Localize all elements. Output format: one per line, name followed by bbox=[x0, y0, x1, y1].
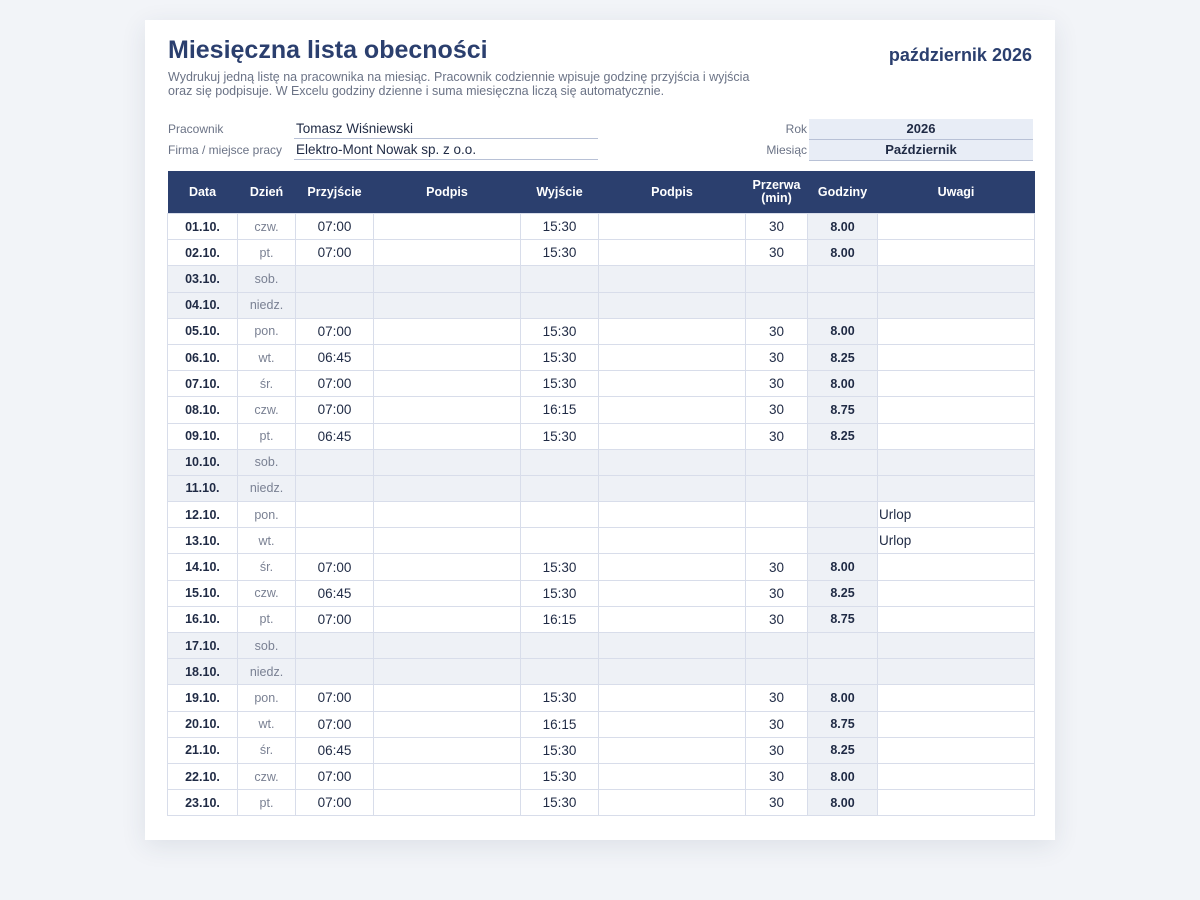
description-line-1: Wydrukuj jedną listę na pracownika na miesiąc. Pracownik codziennie wpisuje godzinę przyjścia i wyjścia bbox=[168, 70, 750, 84]
departure-time-cell[interactable] bbox=[521, 659, 599, 685]
departure-signature-cell[interactable] bbox=[599, 554, 746, 580]
description bbox=[168, 70, 768, 98]
arrival-signature-cell[interactable] bbox=[374, 397, 521, 423]
employee-field[interactable]: Tomasz Wiśniewski bbox=[294, 119, 598, 139]
table-row bbox=[168, 449, 1035, 475]
break-cell[interactable]: 30 bbox=[746, 240, 808, 266]
day-cell: wt. bbox=[238, 711, 296, 737]
arrival-signature-cell[interactable] bbox=[374, 606, 521, 632]
arrival-signature-cell[interactable] bbox=[374, 763, 521, 789]
arrival-signature-cell[interactable] bbox=[374, 214, 521, 240]
departure-signature-cell[interactable] bbox=[599, 737, 746, 763]
year-label: Rok bbox=[785, 122, 807, 136]
break-cell[interactable]: 30 bbox=[746, 371, 808, 397]
day-cell: pt. bbox=[238, 240, 296, 266]
table-row bbox=[168, 711, 1035, 737]
day-cell: śr. bbox=[238, 371, 296, 397]
day-cell: czw. bbox=[238, 763, 296, 789]
day-cell: pon. bbox=[238, 318, 296, 344]
break-cell[interactable]: 30 bbox=[746, 554, 808, 580]
notes-cell[interactable] bbox=[878, 580, 1035, 606]
departure-time-cell[interactable] bbox=[521, 292, 599, 318]
date-cell: 03.10. bbox=[168, 266, 238, 292]
departure-signature-cell[interactable] bbox=[599, 528, 746, 554]
date-cell: 09.10. bbox=[168, 423, 238, 449]
break-cell[interactable]: 30 bbox=[746, 318, 808, 344]
arrival-signature-cell[interactable] bbox=[374, 580, 521, 606]
table-row bbox=[168, 528, 1035, 554]
date-cell: 11.10. bbox=[168, 475, 238, 501]
month-field[interactable]: Październik bbox=[809, 140, 1033, 161]
arrival-time-cell[interactable]: 06:45 bbox=[296, 423, 374, 449]
col-header-notes: Uwagi bbox=[878, 171, 1035, 214]
notes-cell[interactable] bbox=[878, 685, 1035, 711]
date-cell: 01.10. bbox=[168, 214, 238, 240]
hours-cell: 8.75 bbox=[808, 606, 878, 632]
departure-time-cell[interactable]: 15:30 bbox=[521, 790, 599, 816]
date-cell: 21.10. bbox=[168, 737, 238, 763]
col-header-break: Przerwa (min) bbox=[746, 171, 808, 214]
notes-cell[interactable] bbox=[878, 711, 1035, 737]
hours-cell bbox=[808, 633, 878, 659]
departure-signature-cell[interactable] bbox=[599, 659, 746, 685]
departure-time-cell[interactable] bbox=[521, 475, 599, 501]
arrival-signature-cell[interactable] bbox=[374, 737, 521, 763]
date-cell: 06.10. bbox=[168, 344, 238, 370]
arrival-signature-cell[interactable] bbox=[374, 502, 521, 528]
notes-cell[interactable] bbox=[878, 371, 1035, 397]
arrival-time-cell[interactable]: 06:45 bbox=[296, 580, 374, 606]
col-header-signature-in: Podpis bbox=[374, 171, 521, 214]
hours-cell: 8.00 bbox=[808, 763, 878, 789]
arrival-time-cell[interactable]: 07:00 bbox=[296, 606, 374, 632]
attendance-sheet bbox=[145, 20, 1055, 840]
date-cell: 08.10. bbox=[168, 397, 238, 423]
break-cell[interactable]: 30 bbox=[746, 344, 808, 370]
notes-cell[interactable] bbox=[878, 737, 1035, 763]
description-line-2: oraz się podpisuje. W Excelu godziny dzienne i suma miesięczna liczą się automatycznie. bbox=[168, 84, 665, 98]
hours-cell bbox=[808, 475, 878, 501]
date-cell: 15.10. bbox=[168, 580, 238, 606]
day-cell: niedz. bbox=[238, 659, 296, 685]
day-cell: niedz. bbox=[238, 475, 296, 501]
arrival-time-cell[interactable] bbox=[296, 292, 374, 318]
page-title: Miesięczna lista obecności bbox=[168, 36, 488, 64]
day-cell: czw. bbox=[238, 397, 296, 423]
date-cell: 13.10. bbox=[168, 528, 238, 554]
arrival-signature-cell[interactable] bbox=[374, 475, 521, 501]
company-label: Firma / miejsce pracy bbox=[168, 143, 283, 157]
employee-label: Pracownik bbox=[168, 122, 224, 136]
date-cell: 02.10. bbox=[168, 240, 238, 266]
table-row bbox=[168, 580, 1035, 606]
day-cell: pon. bbox=[238, 685, 296, 711]
departure-signature-cell[interactable] bbox=[599, 790, 746, 816]
departure-signature-cell[interactable] bbox=[599, 371, 746, 397]
hours-cell: 8.25 bbox=[808, 344, 878, 370]
departure-time-cell[interactable]: 15:30 bbox=[521, 763, 599, 789]
table-row bbox=[168, 763, 1035, 789]
table-row bbox=[168, 554, 1035, 580]
break-cell[interactable] bbox=[746, 292, 808, 318]
day-cell: pon. bbox=[238, 502, 296, 528]
notes-cell[interactable]: Urlop bbox=[878, 502, 1035, 528]
date-cell: 10.10. bbox=[168, 449, 238, 475]
departure-time-cell[interactable] bbox=[521, 266, 599, 292]
notes-cell[interactable] bbox=[878, 554, 1035, 580]
departure-time-cell[interactable]: 15:30 bbox=[521, 423, 599, 449]
departure-signature-cell[interactable] bbox=[599, 606, 746, 632]
arrival-time-cell[interactable]: 07:00 bbox=[296, 763, 374, 789]
table-header-row bbox=[168, 171, 1035, 214]
break-cell[interactable] bbox=[746, 502, 808, 528]
col-header-hours: Godziny bbox=[808, 171, 878, 214]
attendance-table-wrap bbox=[167, 171, 1034, 816]
departure-time-cell[interactable]: 15:30 bbox=[521, 318, 599, 344]
table-row bbox=[168, 659, 1035, 685]
departure-time-cell[interactable] bbox=[521, 633, 599, 659]
date-cell: 04.10. bbox=[168, 292, 238, 318]
attendance-table bbox=[167, 171, 1035, 816]
hours-cell: 8.00 bbox=[808, 318, 878, 344]
month-label: Miesiąc bbox=[766, 143, 807, 157]
arrival-signature-cell[interactable] bbox=[374, 685, 521, 711]
departure-signature-cell[interactable] bbox=[599, 240, 746, 266]
arrival-signature-cell[interactable] bbox=[374, 318, 521, 344]
date-cell: 18.10. bbox=[168, 659, 238, 685]
arrival-signature-cell[interactable] bbox=[374, 266, 521, 292]
hours-cell: 8.00 bbox=[808, 240, 878, 266]
departure-time-cell[interactable]: 16:15 bbox=[521, 606, 599, 632]
departure-time-cell[interactable]: 15:30 bbox=[521, 685, 599, 711]
departure-time-cell[interactable]: 15:30 bbox=[521, 554, 599, 580]
notes-cell[interactable] bbox=[878, 449, 1035, 475]
hours-cell: 8.75 bbox=[808, 711, 878, 737]
day-cell: śr. bbox=[238, 737, 296, 763]
arrival-signature-cell[interactable] bbox=[374, 711, 521, 737]
hours-cell: 8.25 bbox=[808, 423, 878, 449]
hours-cell: 8.75 bbox=[808, 397, 878, 423]
table-row bbox=[168, 292, 1035, 318]
arrival-time-cell[interactable]: 07:00 bbox=[296, 318, 374, 344]
day-cell: niedz. bbox=[238, 292, 296, 318]
table-row bbox=[168, 606, 1035, 632]
departure-signature-cell[interactable] bbox=[599, 685, 746, 711]
table-row bbox=[168, 266, 1035, 292]
departure-time-cell[interactable]: 15:30 bbox=[521, 240, 599, 266]
date-cell: 20.10. bbox=[168, 711, 238, 737]
day-cell: pt. bbox=[238, 790, 296, 816]
hours-cell bbox=[808, 266, 878, 292]
hours-cell bbox=[808, 292, 878, 318]
day-cell: sob. bbox=[238, 633, 296, 659]
notes-cell[interactable] bbox=[878, 790, 1035, 816]
hours-cell bbox=[808, 659, 878, 685]
table-row bbox=[168, 344, 1035, 370]
arrival-time-cell[interactable]: 06:45 bbox=[296, 344, 374, 370]
table-row bbox=[168, 790, 1035, 816]
hours-cell: 8.25 bbox=[808, 737, 878, 763]
departure-time-cell[interactable] bbox=[521, 449, 599, 475]
hours-cell: 8.25 bbox=[808, 580, 878, 606]
year-field[interactable]: 2026 bbox=[809, 119, 1033, 140]
departure-time-cell[interactable]: 15:30 bbox=[521, 737, 599, 763]
departure-time-cell[interactable]: 15:30 bbox=[521, 344, 599, 370]
table-row bbox=[168, 737, 1035, 763]
month-title: październik 2026 bbox=[888, 45, 1032, 65]
departure-time-cell[interactable]: 15:30 bbox=[521, 214, 599, 240]
notes-cell[interactable] bbox=[878, 397, 1035, 423]
date-cell: 23.10. bbox=[168, 790, 238, 816]
notes-cell[interactable] bbox=[878, 659, 1035, 685]
table-row bbox=[168, 240, 1035, 266]
notes-cell[interactable] bbox=[878, 633, 1035, 659]
break-cell[interactable]: 30 bbox=[746, 606, 808, 632]
arrival-time-cell[interactable] bbox=[296, 266, 374, 292]
day-cell: pt. bbox=[238, 606, 296, 632]
date-cell: 12.10. bbox=[168, 502, 238, 528]
departure-signature-cell[interactable] bbox=[599, 423, 746, 449]
arrival-time-cell[interactable] bbox=[296, 528, 374, 554]
notes-cell[interactable] bbox=[878, 318, 1035, 344]
date-cell: 05.10. bbox=[168, 318, 238, 344]
date-cell: 16.10. bbox=[168, 606, 238, 632]
table-row bbox=[168, 397, 1035, 423]
day-cell: sob. bbox=[238, 266, 296, 292]
departure-signature-cell[interactable] bbox=[599, 763, 746, 789]
break-cell[interactable]: 30 bbox=[746, 790, 808, 816]
departure-signature-cell[interactable] bbox=[599, 344, 746, 370]
departure-signature-cell[interactable] bbox=[599, 580, 746, 606]
break-cell[interactable]: 30 bbox=[746, 685, 808, 711]
col-header-in: Przyjście bbox=[296, 171, 374, 214]
break-cell[interactable]: 30 bbox=[746, 711, 808, 737]
break-cell[interactable]: 30 bbox=[746, 737, 808, 763]
arrival-time-cell[interactable] bbox=[296, 449, 374, 475]
departure-time-cell[interactable]: 15:30 bbox=[521, 580, 599, 606]
departure-signature-cell[interactable] bbox=[599, 397, 746, 423]
col-header-day: Dzień bbox=[238, 171, 296, 214]
table-row bbox=[168, 475, 1035, 501]
arrival-time-cell[interactable]: 07:00 bbox=[296, 371, 374, 397]
notes-cell[interactable] bbox=[878, 266, 1035, 292]
table-row bbox=[168, 685, 1035, 711]
break-cell[interactable] bbox=[746, 659, 808, 685]
date-cell: 19.10. bbox=[168, 685, 238, 711]
arrival-time-cell[interactable]: 07:00 bbox=[296, 790, 374, 816]
notes-cell[interactable] bbox=[878, 763, 1035, 789]
arrival-time-cell[interactable] bbox=[296, 475, 374, 501]
hours-cell: 8.00 bbox=[808, 685, 878, 711]
arrival-time-cell[interactable]: 06:45 bbox=[296, 737, 374, 763]
table-row bbox=[168, 423, 1035, 449]
departure-signature-cell[interactable] bbox=[599, 475, 746, 501]
date-cell: 22.10. bbox=[168, 763, 238, 789]
departure-time-cell[interactable] bbox=[521, 502, 599, 528]
arrival-signature-cell[interactable] bbox=[374, 292, 521, 318]
table-body bbox=[168, 214, 1035, 816]
arrival-signature-cell[interactable] bbox=[374, 240, 521, 266]
day-cell: pt. bbox=[238, 423, 296, 449]
table-row bbox=[168, 502, 1035, 528]
hours-cell: 8.00 bbox=[808, 214, 878, 240]
departure-time-cell[interactable]: 16:15 bbox=[521, 397, 599, 423]
day-cell: czw. bbox=[238, 214, 296, 240]
break-cell[interactable] bbox=[746, 528, 808, 554]
col-header-signature-out: Podpis bbox=[599, 171, 746, 214]
notes-cell[interactable] bbox=[878, 214, 1035, 240]
break-cell[interactable]: 30 bbox=[746, 214, 808, 240]
arrival-signature-cell[interactable] bbox=[374, 371, 521, 397]
departure-signature-cell[interactable] bbox=[599, 318, 746, 344]
arrival-time-cell[interactable]: 07:00 bbox=[296, 685, 374, 711]
notes-cell[interactable] bbox=[878, 344, 1035, 370]
arrival-time-cell[interactable]: 07:00 bbox=[296, 711, 374, 737]
hours-cell: 8.00 bbox=[808, 554, 878, 580]
arrival-signature-cell[interactable] bbox=[374, 633, 521, 659]
company-field[interactable]: Elektro-Mont Nowak sp. z o.o. bbox=[294, 140, 598, 160]
table-row bbox=[168, 318, 1035, 344]
arrival-signature-cell[interactable] bbox=[374, 528, 521, 554]
arrival-time-cell[interactable]: 07:00 bbox=[296, 240, 374, 266]
departure-time-cell[interactable]: 15:30 bbox=[521, 371, 599, 397]
day-cell: czw. bbox=[238, 580, 296, 606]
notes-cell[interactable] bbox=[878, 240, 1035, 266]
table-row bbox=[168, 633, 1035, 659]
notes-cell[interactable] bbox=[878, 292, 1035, 318]
break-cell[interactable]: 30 bbox=[746, 397, 808, 423]
hours-cell: 8.00 bbox=[808, 790, 878, 816]
arrival-time-cell[interactable]: 07:00 bbox=[296, 397, 374, 423]
departure-signature-cell[interactable] bbox=[599, 449, 746, 475]
hours-cell: 8.00 bbox=[808, 371, 878, 397]
day-cell: sob. bbox=[238, 449, 296, 475]
arrival-time-cell[interactable]: 07:00 bbox=[296, 214, 374, 240]
arrival-signature-cell[interactable] bbox=[374, 423, 521, 449]
arrival-time-cell[interactable] bbox=[296, 502, 374, 528]
date-cell: 07.10. bbox=[168, 371, 238, 397]
departure-time-cell[interactable]: 16:15 bbox=[521, 711, 599, 737]
arrival-signature-cell[interactable] bbox=[374, 344, 521, 370]
col-header-out: Wyjście bbox=[521, 171, 599, 214]
notes-cell[interactable] bbox=[878, 606, 1035, 632]
departure-signature-cell[interactable] bbox=[599, 266, 746, 292]
departure-signature-cell[interactable] bbox=[599, 633, 746, 659]
date-cell: 14.10. bbox=[168, 554, 238, 580]
break-cell[interactable]: 30 bbox=[746, 763, 808, 789]
break-cell[interactable] bbox=[746, 266, 808, 292]
notes-cell[interactable] bbox=[878, 423, 1035, 449]
table-row bbox=[168, 214, 1035, 240]
break-cell[interactable]: 30 bbox=[746, 580, 808, 606]
arrival-time-cell[interactable] bbox=[296, 659, 374, 685]
arrival-signature-cell[interactable] bbox=[374, 659, 521, 685]
arrival-signature-cell[interactable] bbox=[374, 790, 521, 816]
arrival-time-cell[interactable] bbox=[296, 633, 374, 659]
hours-cell bbox=[808, 449, 878, 475]
day-cell: wt. bbox=[238, 528, 296, 554]
notes-cell[interactable] bbox=[878, 475, 1035, 501]
day-cell: śr. bbox=[238, 554, 296, 580]
break-cell[interactable] bbox=[746, 633, 808, 659]
date-cell: 17.10. bbox=[168, 633, 238, 659]
arrival-time-cell[interactable]: 07:00 bbox=[296, 554, 374, 580]
col-header-date: Data bbox=[168, 171, 238, 214]
table-row bbox=[168, 371, 1035, 397]
arrival-signature-cell[interactable] bbox=[374, 554, 521, 580]
day-cell: wt. bbox=[238, 344, 296, 370]
departure-signature-cell[interactable] bbox=[599, 292, 746, 318]
break-cell[interactable]: 30 bbox=[746, 423, 808, 449]
departure-signature-cell[interactable] bbox=[599, 214, 746, 240]
departure-signature-cell[interactable] bbox=[599, 711, 746, 737]
hours-cell bbox=[808, 502, 878, 528]
departure-signature-cell[interactable] bbox=[599, 502, 746, 528]
departure-time-cell[interactable] bbox=[521, 528, 599, 554]
break-cell[interactable] bbox=[746, 475, 808, 501]
notes-cell[interactable]: Urlop bbox=[878, 528, 1035, 554]
break-cell[interactable] bbox=[746, 449, 808, 475]
hours-cell bbox=[808, 528, 878, 554]
arrival-signature-cell[interactable] bbox=[374, 449, 521, 475]
